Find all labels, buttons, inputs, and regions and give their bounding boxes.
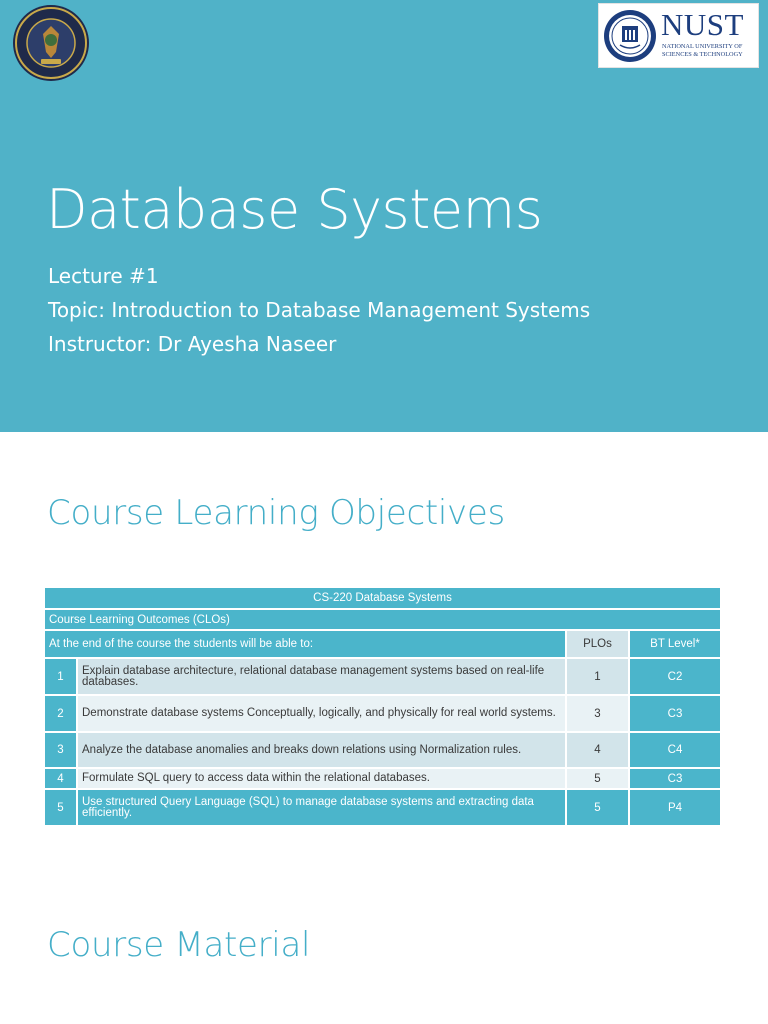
- table-row: [44, 789, 721, 826]
- clo-description: Use structured Query Language (SQL) to manage database systems and extracting data efficiently.: [77, 789, 566, 826]
- title-banner: [0, 0, 768, 432]
- clo-table: [43, 586, 722, 827]
- clo-plo: 5: [566, 768, 629, 789]
- nust-subtitle: NATIONAL UNIVERSITY OF SCIENCES & TECHNOLOGY: [662, 43, 743, 58]
- clo-number: 1: [44, 658, 77, 695]
- nust-wordmark: NUST: [661, 7, 744, 42]
- clo-bt-level: C4: [629, 732, 721, 768]
- clo-subheading: Course Learning Outcomes (CLOs): [44, 609, 721, 630]
- objectives-heading: Course Learning Objectives: [47, 493, 505, 533]
- clo-bt-level: C2: [629, 658, 721, 695]
- clo-plo: 3: [566, 695, 629, 732]
- table-row: [44, 658, 721, 695]
- clo-number: 4: [44, 768, 77, 789]
- clo-number: 3: [44, 732, 77, 768]
- lecture-topic: Topic: Introduction to Database Management Systems: [48, 298, 591, 322]
- table-row: [44, 768, 721, 789]
- table-header-row: [44, 630, 721, 658]
- table-row: [44, 695, 721, 732]
- col-plos-header: PLOs: [566, 630, 629, 658]
- nust-seal-icon: [603, 9, 657, 63]
- college-crest-logo: [12, 4, 90, 82]
- clo-bt-level: C3: [629, 768, 721, 789]
- col-bt-header: BT Level*: [629, 630, 721, 658]
- clo-number: 5: [44, 789, 77, 826]
- clo-plo: 5: [566, 789, 629, 826]
- clo-description: Explain database architecture, relational database management systems based on real-life databases.: [77, 658, 566, 695]
- clo-intro: At the end of the course the students will be able to:: [44, 630, 566, 658]
- clo-description: Analyze the database anomalies and breaks down relations using Normalization rules.: [77, 732, 566, 768]
- lecture-number: Lecture #1: [48, 264, 159, 288]
- table-row: [44, 732, 721, 768]
- table-subheading-row: [44, 609, 721, 630]
- clo-number: 2: [44, 695, 77, 732]
- nust-logo: [598, 3, 759, 68]
- clo-bt-level: C3: [629, 695, 721, 732]
- material-heading: Course Material: [47, 925, 311, 965]
- course-name: CS-220 Database Systems: [44, 587, 721, 609]
- clo-plo: 1: [566, 658, 629, 695]
- page-title: Database Systems: [46, 178, 543, 241]
- clo-description: Formulate SQL query to access data within the relational databases.: [77, 768, 566, 789]
- table-title-row: [44, 587, 721, 609]
- instructor-name: Instructor: Dr Ayesha Naseer: [48, 332, 337, 356]
- clo-description: Demonstrate database systems Conceptually, logically, and physically for real world systems.: [77, 695, 566, 732]
- clo-plo: 4: [566, 732, 629, 768]
- clo-bt-level: P4: [629, 789, 721, 826]
